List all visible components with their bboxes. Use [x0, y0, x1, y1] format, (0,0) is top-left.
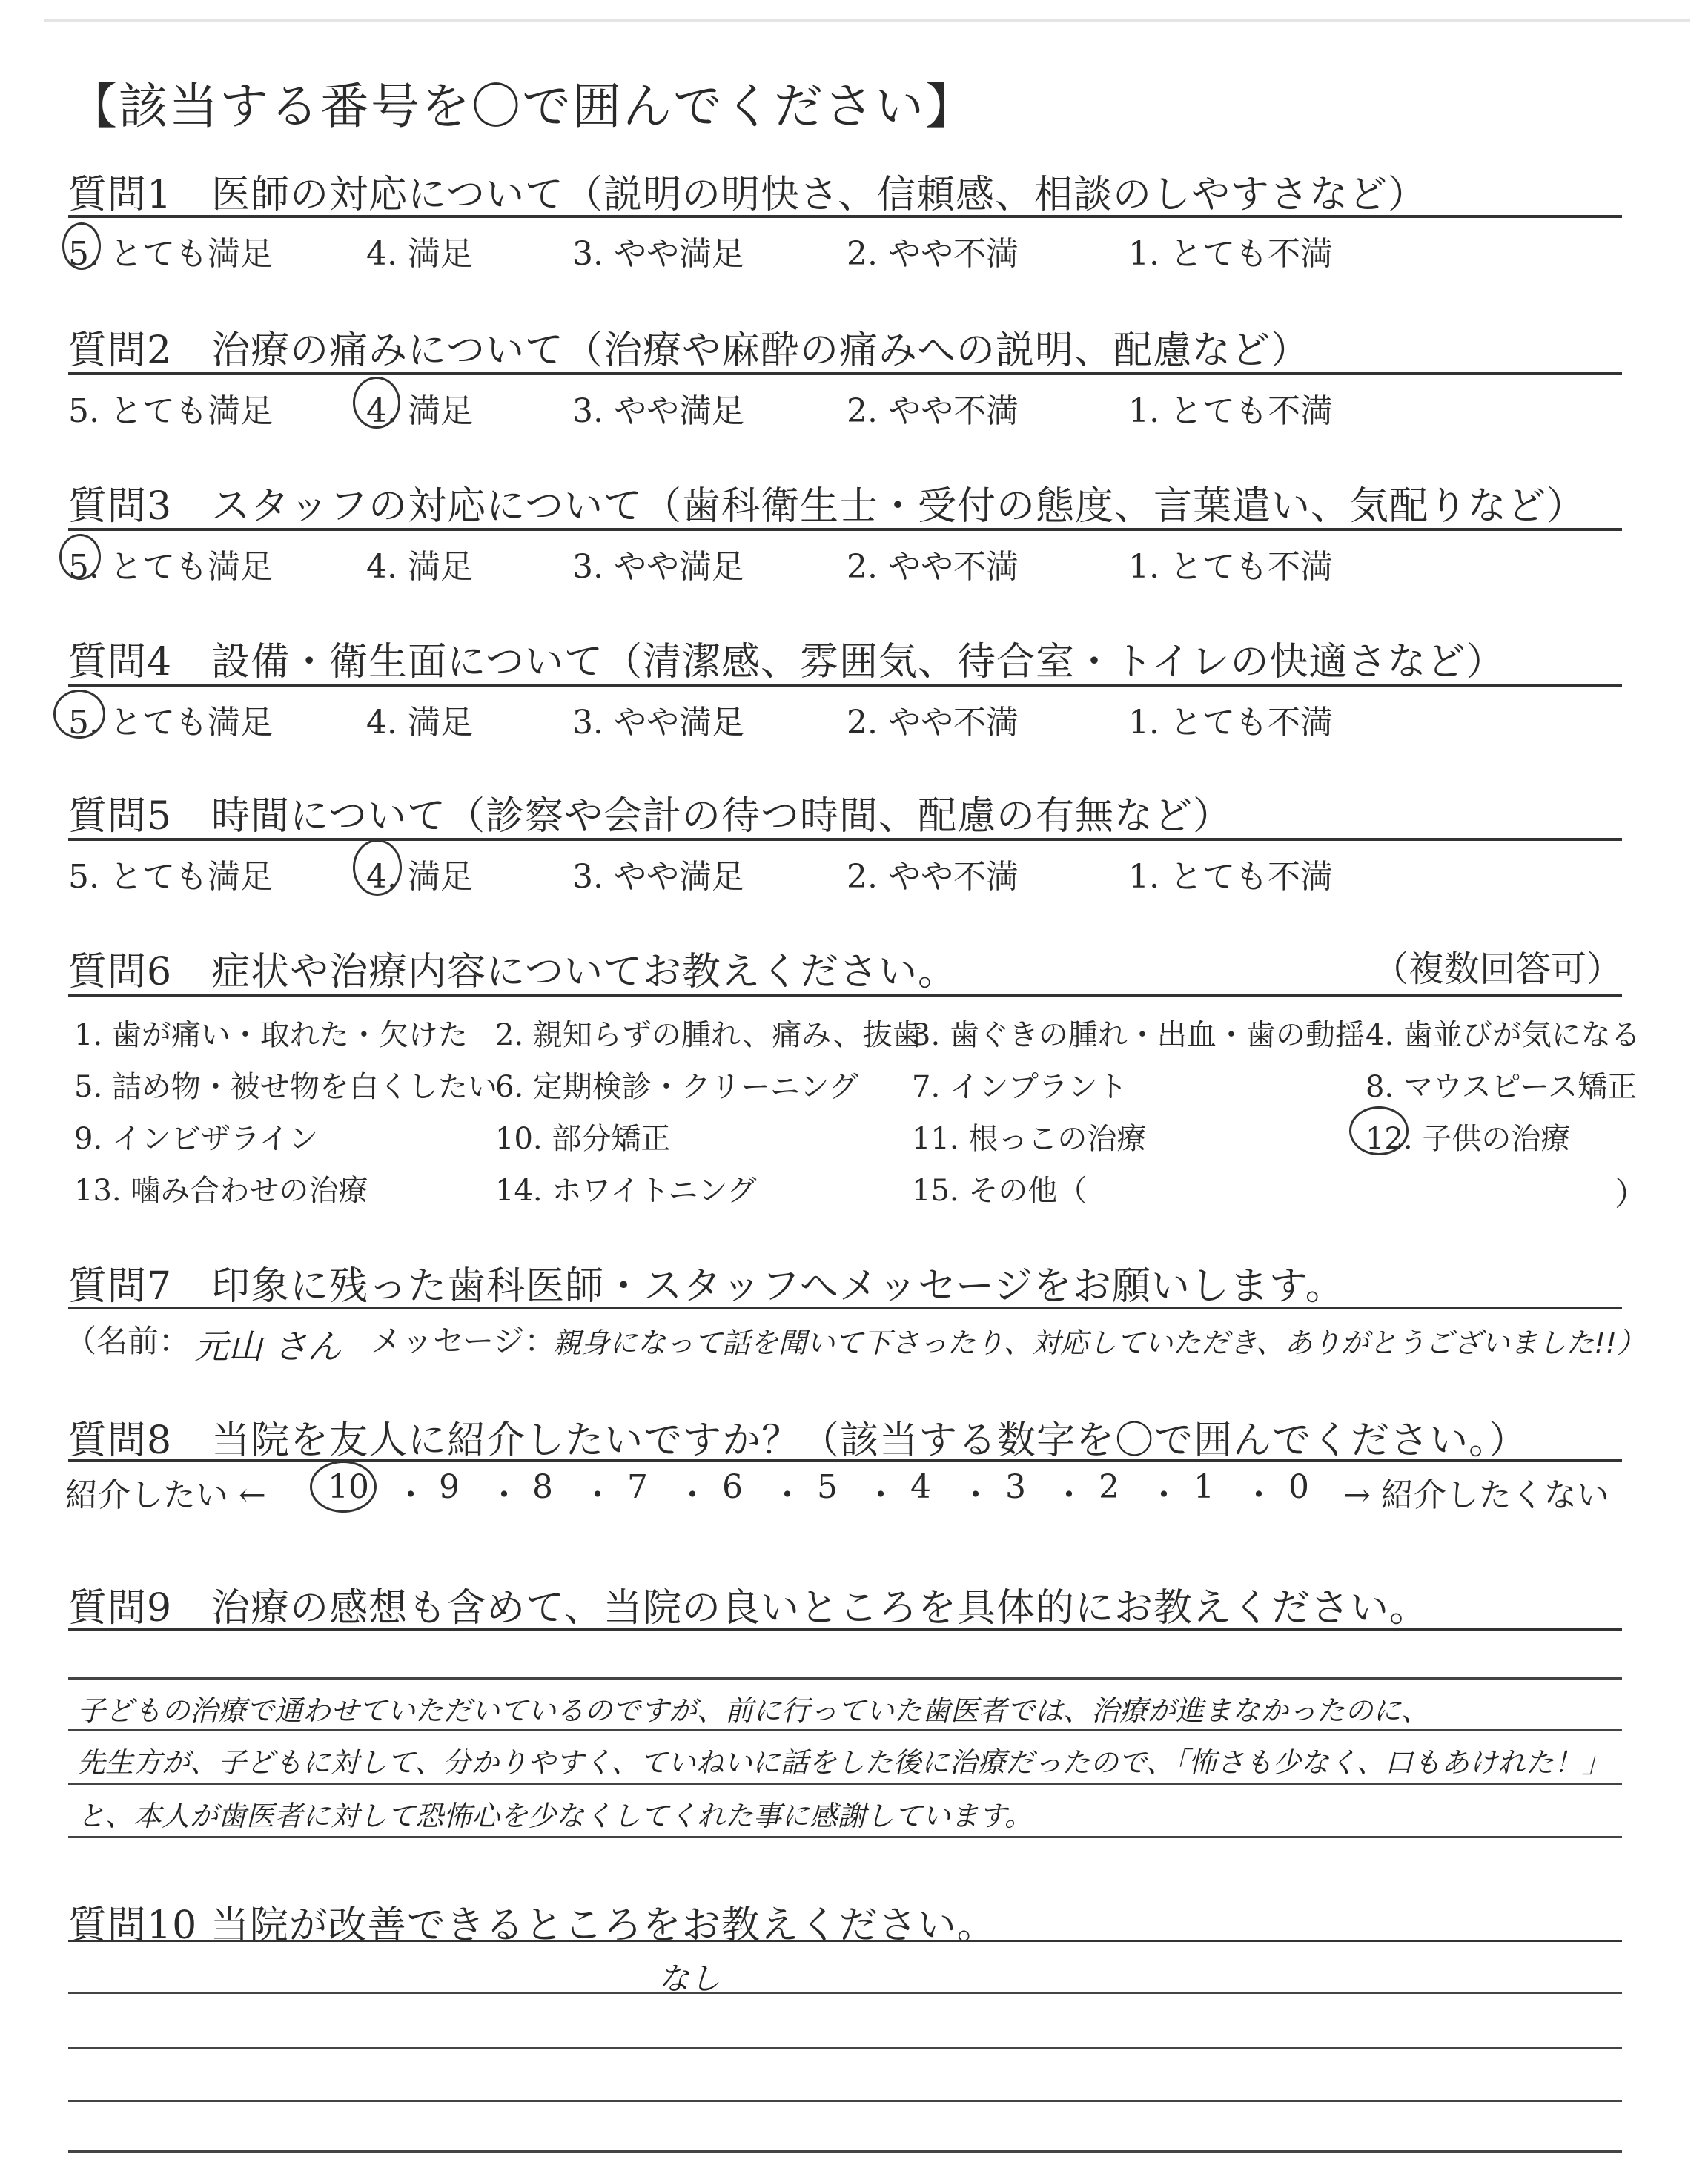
q4-option-2[interactable]: 2. やや不満 — [847, 704, 1019, 742]
q8-scale-1[interactable]: 1 — [1194, 1468, 1214, 1506]
q8-separator: ・ — [1148, 1476, 1180, 1514]
q8-left-label: 紹介したい ← — [65, 1476, 266, 1514]
q8-scale-10[interactable]: 10 — [328, 1468, 369, 1506]
question-1-title: 質問1 医師の対応について（説明の明快さ、信頼感、相談のしやすさなど） — [68, 173, 1427, 217]
q8-separator: ・ — [1053, 1476, 1085, 1514]
q9-answer-line-0 — [68, 1677, 1622, 1680]
question-9-title: 質問9 治療の感想も含めて、当院の良いところを具体的にお教えください。 — [68, 1586, 1429, 1631]
q6-item-2[interactable]: 2. 親知らずの腫れ、痛み、抜歯 — [495, 1018, 922, 1052]
question-3-rule — [68, 528, 1622, 531]
q10-answer-line-4 — [68, 2150, 1622, 2153]
q8-scale-5[interactable]: 5 — [817, 1468, 838, 1506]
q3-option-2[interactable]: 2. やや不満 — [847, 548, 1019, 586]
q1-option-2[interactable]: 2. やや不満 — [847, 235, 1019, 273]
q8-separator: ・ — [394, 1476, 427, 1514]
q6-item-11[interactable]: 11. 根っこの治療 — [912, 1122, 1147, 1156]
q3-option-5[interactable]: 5. とても満足 — [68, 548, 273, 586]
top-border — [44, 19, 1690, 22]
question-7-rule — [68, 1307, 1622, 1309]
q9-answer-line-3 — [68, 1836, 1622, 1838]
q6-selected-circle — [1349, 1106, 1409, 1155]
question-6-rule — [68, 994, 1622, 997]
q6-item-9[interactable]: 9. インビザライン — [74, 1122, 319, 1156]
question-10-title: 質問10 当院が改善できるところをお教えください。 — [68, 1903, 996, 1948]
q5-option-2[interactable]: 2. やや不満 — [847, 858, 1019, 896]
q8-scale-3[interactable]: 3 — [1005, 1468, 1026, 1506]
q5-option-1[interactable]: 1. とても不満 — [1128, 858, 1333, 896]
q3-option-3[interactable]: 3. やや満足 — [572, 548, 744, 586]
q6-item-7[interactable]: 7. インプラント — [912, 1070, 1128, 1104]
q10-answer-text[interactable]: なし — [658, 1961, 721, 1997]
q5-option-5[interactable]: 5. とても満足 — [68, 858, 273, 896]
q3-option-1[interactable]: 1. とても不満 — [1128, 548, 1333, 586]
q7-name-label: （名前： — [65, 1323, 191, 1359]
q6-other-close-paren: ） — [1615, 1175, 1647, 1213]
q6-item-4[interactable]: 4. 歯並びが気になる — [1366, 1018, 1641, 1052]
q4-option-4[interactable]: 4. 満足 — [366, 704, 473, 742]
question-5-title: 質問5 時間について（診察や会計の待つ時間、配慮の有無など） — [68, 794, 1233, 839]
q1-option-3[interactable]: 3. やや満足 — [572, 235, 744, 273]
q6-item-10[interactable]: 10. 部分矯正 — [495, 1122, 671, 1156]
q2-option-3[interactable]: 3. やや満足 — [572, 392, 744, 430]
q6-multiple-answer-note: （複数回答可） — [1372, 948, 1622, 990]
q9-answer-line-1 — [68, 1729, 1622, 1731]
q4-option-5[interactable]: 5. とても満足 — [68, 704, 273, 742]
q6-item-1[interactable]: 1. 歯が痛い・取れた・欠けた — [74, 1018, 468, 1052]
q2-option-1[interactable]: 1. とても不満 — [1128, 392, 1333, 430]
q6-item-3[interactable]: 3. 歯ぐきの腫れ・出血・歯の動揺 — [912, 1018, 1365, 1052]
question-4-title: 質問4 設備・衛生面について（清潔感、雰囲気、待合室・トイレの快適さなど） — [68, 640, 1506, 684]
q6-item-13[interactable]: 13. 噛み合わせの治療 — [74, 1174, 368, 1208]
question-1-rule — [68, 215, 1622, 218]
q5-option-4[interactable]: 4. 満足 — [366, 858, 473, 896]
q10-answer-line-2 — [68, 2047, 1622, 2049]
q8-separator: ・ — [959, 1476, 992, 1514]
q4-option-3[interactable]: 3. やや満足 — [572, 704, 744, 742]
q8-scale-4[interactable]: 4 — [910, 1468, 931, 1506]
q1-option-5[interactable]: 5. とても満足 — [68, 235, 273, 273]
q7-name-value[interactable]: 元山 さん — [194, 1327, 342, 1367]
question-8-rule — [68, 1459, 1622, 1462]
q8-separator: ・ — [676, 1476, 709, 1514]
q1-selected-circle — [62, 222, 101, 270]
question-7-title: 質問7 印象に残った歯科医師・スタッフへメッセージをお願いします。 — [68, 1264, 1345, 1309]
q2-selected-circle — [353, 377, 400, 429]
page-title: 【該当する番号を〇で囲んでください】 — [68, 78, 976, 135]
q4-option-1[interactable]: 1. とても不満 — [1128, 704, 1333, 742]
q7-message-value[interactable]: 親身になって話を聞いて下さったり、対応していただき、ありがとうございました!!） — [553, 1327, 1645, 1359]
q6-item-15[interactable]: 15. その他（ — [912, 1174, 1088, 1208]
q8-separator: ・ — [771, 1476, 804, 1514]
q8-scale-2[interactable]: 2 — [1099, 1468, 1119, 1506]
q3-option-4[interactable]: 4. 満足 — [366, 548, 473, 586]
q8-separator: ・ — [581, 1476, 614, 1514]
question-8-title: 質問8 当院を友人に紹介したいですか？（該当する数字を〇で囲んでください。） — [68, 1418, 1529, 1463]
q6-item-14[interactable]: 14. ホワイトニング — [495, 1174, 757, 1208]
question-6-title: 質問6 症状や治療内容についてお教えください。 — [68, 950, 958, 994]
q10-answer-line-3 — [68, 2100, 1622, 2102]
q8-selected-circle — [310, 1461, 377, 1513]
q5-option-3[interactable]: 3. やや満足 — [572, 858, 744, 896]
q8-scale-6[interactable]: 6 — [722, 1468, 743, 1506]
q2-option-2[interactable]: 2. やや不満 — [847, 392, 1019, 430]
q6-item-8[interactable]: 8. マウスピース矯正 — [1366, 1070, 1638, 1104]
q6-item-12[interactable]: 12. 子供の治療 — [1366, 1122, 1571, 1156]
q8-scale-8[interactable]: 8 — [532, 1468, 553, 1506]
question-10-rule — [68, 1940, 1622, 1942]
q6-item-5[interactable]: 5. 詰め物・被せ物を白くしたい — [74, 1070, 497, 1104]
q2-option-5[interactable]: 5. とても満足 — [68, 392, 273, 430]
question-4-rule — [68, 684, 1622, 687]
question-3-title: 質問3 スタッフの対応について（歯科衛生士・受付の態度、言葉遣い、気配りなど） — [68, 484, 1586, 529]
q8-separator: ・ — [864, 1476, 897, 1514]
q6-item-6[interactable]: 6. 定期検診・クリーニング — [495, 1070, 859, 1104]
q9-answer-text-1[interactable]: 子どもの治療で通わせていただいているのですが、前に行っていた歯医者では、治療が進まなかったのに、 — [77, 1694, 1430, 1727]
q9-answer-text-3[interactable]: と、本人が歯医者に対して恐怖心を少なくしてくれた事に感謝しています。 — [77, 1800, 1033, 1832]
q8-scale-9[interactable]: 9 — [439, 1468, 460, 1506]
q9-answer-text-2[interactable]: 先生方が、子どもに対して、分かりやすく、ていねいに話をした後に治療だったので、「怖さも少なく、口もあけれた！」 — [77, 1746, 1610, 1779]
q3-selected-circle — [59, 534, 101, 580]
q1-option-1[interactable]: 1. とても不満 — [1128, 235, 1333, 273]
question-9-rule — [68, 1628, 1622, 1631]
q8-separator: ・ — [1242, 1476, 1275, 1514]
q7-message-label: メッセージ： — [371, 1323, 556, 1359]
q1-option-4[interactable]: 4. 満足 — [366, 235, 473, 273]
question-2-rule — [68, 372, 1622, 375]
q10-answer-line-1 — [68, 1992, 1622, 1994]
question-5-rule — [68, 838, 1622, 841]
q8-separator: ・ — [488, 1476, 520, 1514]
q8-scale-7[interactable]: 7 — [627, 1468, 648, 1506]
question-2-title: 質問2 治療の痛みについて（治療や麻酔の痛みへの説明、配慮など） — [68, 328, 1311, 373]
q8-right-label: → 紹介したくない — [1343, 1476, 1609, 1514]
q2-option-4[interactable]: 4. 満足 — [366, 392, 473, 430]
q9-answer-line-2 — [68, 1783, 1622, 1785]
q5-selected-circle — [353, 839, 402, 896]
q8-scale-0[interactable]: 0 — [1288, 1468, 1309, 1506]
q4-selected-circle — [53, 690, 105, 739]
